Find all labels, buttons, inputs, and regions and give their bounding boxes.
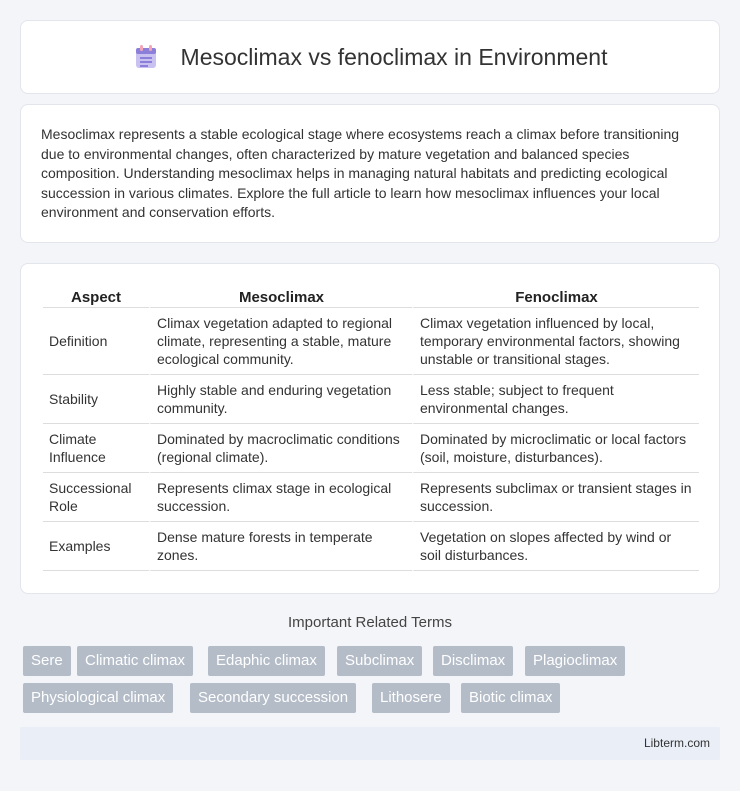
comparison-table — [43, 286, 699, 571]
related-term-tag[interactable]: Sere — [23, 646, 71, 676]
cell-mesoclimax: Dense mature forests in temperate zones. — [149, 522, 412, 571]
cell-mesoclimax: Highly stable and enduring vegetation community. — [149, 375, 412, 424]
table-row — [43, 375, 699, 424]
intro-card — [20, 104, 720, 243]
cell-mesoclimax: Represents climax stage in ecological succession. — [149, 473, 412, 522]
cell-aspect: Stability — [43, 375, 149, 424]
document-calendar-icon — [133, 44, 159, 70]
cell-aspect: Climate Influence — [43, 424, 149, 473]
header-fenoclimax: Fenoclimax — [412, 286, 699, 308]
related-terms-title: Important Related Terms — [288, 614, 452, 631]
related-term-tag[interactable]: Secondary succession — [190, 683, 356, 713]
comparison-table-card — [20, 263, 720, 594]
related-term-tag[interactable]: Edaphic climax — [208, 646, 325, 676]
related-term-tag[interactable]: Lithosere — [372, 683, 450, 713]
table-row — [43, 473, 699, 522]
page-title: Mesoclimax vs fenoclimax in Environment — [180, 43, 608, 70]
related-term-tag[interactable]: Subclimax — [337, 646, 422, 676]
title-card — [20, 20, 720, 94]
cell-fenoclimax: Less stable; subject to frequent environmental changes. — [412, 375, 699, 424]
cell-aspect: Examples — [43, 522, 149, 571]
related-term-tag[interactable]: Climatic climax — [77, 646, 193, 676]
cell-mesoclimax: Dominated by macroclimatic conditions (regional climate). — [149, 424, 412, 473]
related-term-tag[interactable]: Disclimax — [433, 646, 513, 676]
related-term-tag[interactable]: Physiological climax — [23, 683, 173, 713]
related-term-tag[interactable]: Biotic climax — [461, 683, 560, 713]
footer — [20, 727, 720, 760]
cell-fenoclimax: Vegetation on slopes affected by wind or soil disturbances. — [412, 522, 699, 571]
cell-fenoclimax: Climax vegetation influenced by local, temporary environmental factors, showing unstable or transitional stages. — [412, 308, 699, 375]
cell-fenoclimax: Dominated by microclimatic or local factors (soil, moisture, disturbances). — [412, 424, 699, 473]
table-row — [43, 522, 699, 571]
related-term-tag[interactable]: Plagioclimax — [525, 646, 625, 676]
table-header-row — [43, 286, 699, 308]
cell-mesoclimax: Climax vegetation adapted to regional climate, representing a stable, mature ecological community. — [149, 308, 412, 375]
footer-site-link[interactable]: Libterm.com — [643, 736, 710, 750]
cell-aspect: Definition — [43, 308, 149, 375]
header-aspect: Aspect — [43, 286, 149, 308]
cell-fenoclimax: Represents subclimax or transient stages in succession. — [412, 473, 699, 522]
cell-aspect: Successional Role — [43, 473, 149, 522]
intro-text: Mesoclimax represents a stable ecological stage where ecosystems reach a climax before transitioning due to environmental changes, often characterized by mature vegetation and balanced species composition. Understanding mesoclimax helps in managing natural habitats and predicting ecological succession in various climates. Explore the full article to learn how mesoclimax influences your local environment and conservation efforts. — [41, 126, 680, 220]
table-row — [43, 308, 699, 375]
table-row — [43, 424, 699, 473]
header-mesoclimax: Mesoclimax — [149, 286, 412, 308]
